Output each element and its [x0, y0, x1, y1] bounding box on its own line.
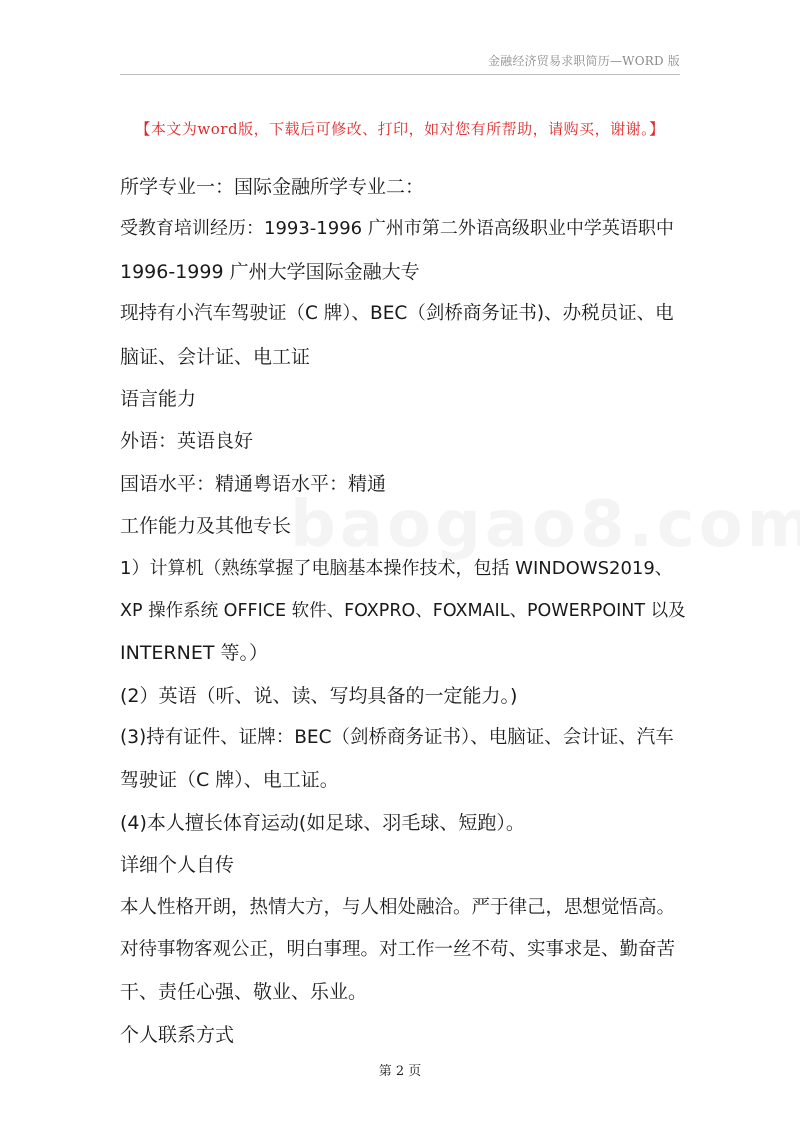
text-line: 脑证、会计证、电工证: [120, 345, 311, 368]
page-number: 第 2 页: [378, 1064, 422, 1079]
text-line: (3)持有证件、证牌：BEC（剑桥商务证书）、电脑证、会计证、汽车: [120, 727, 674, 749]
text-line: 外语：英语良好: [120, 430, 254, 453]
text-line: 国语水平：精通粤语水平：精通: [120, 472, 387, 495]
text-line: 1）计算机（熟练掌握了电脑基本操作技术，包括 WINDOWS2019、: [120, 557, 673, 579]
text-line: 本人性格开朗，热情大方，与人相处融洽。严于律己，思想觉悟高。: [120, 896, 676, 918]
text-line: 驾驶证（C 牌）、电工证。: [120, 769, 339, 792]
text-line: 现持有小汽车驾驶证（C 牌）、BEC（剑桥商务证书)、办税员证、电: [120, 303, 674, 325]
section-heading: 语言能力: [120, 387, 197, 410]
text-line: (2）英语（听、说、读、写均具备的一定能力。): [120, 684, 518, 707]
text-line: (4)本人擅长体育运动(如足球、羽毛球、短跑）。: [120, 811, 525, 834]
text-line: 1996-1999 广州大学国际金融大专: [120, 260, 420, 283]
text-line: 对待事物客观公正，明白事理。对工作一丝不苟、实事求是、勤奋苦: [120, 939, 676, 961]
text-line: 受教育培训经历：1993-1996 广州市第二外语高级职业中学英语职中: [120, 218, 674, 240]
section-heading: 个人联系方式: [120, 1023, 235, 1046]
running-header: 金融经济贸易求职简历—WORD 版: [487, 54, 680, 68]
text-line: 所学专业一：国际金融所学专业二：: [120, 176, 425, 198]
purchase-notice: 【本文为word版，下载后可修改、打印，如对您有所帮助，请购买，谢谢。】: [135, 120, 665, 138]
section-heading: 工作能力及其他专长: [120, 515, 292, 538]
resume-body: [120, 166, 686, 1056]
text-line: 干、责任心强、敬业、乐业。: [120, 981, 368, 1004]
text-line: INTERNET 等。）: [120, 642, 268, 665]
text-line: XP 操作系统 OFFICE 软件、FOXPRO、FOXMAIL、POWERPOINT 以及: [120, 600, 686, 621]
section-heading: 详细个人自传: [120, 854, 235, 877]
header-divider: [120, 74, 680, 75]
